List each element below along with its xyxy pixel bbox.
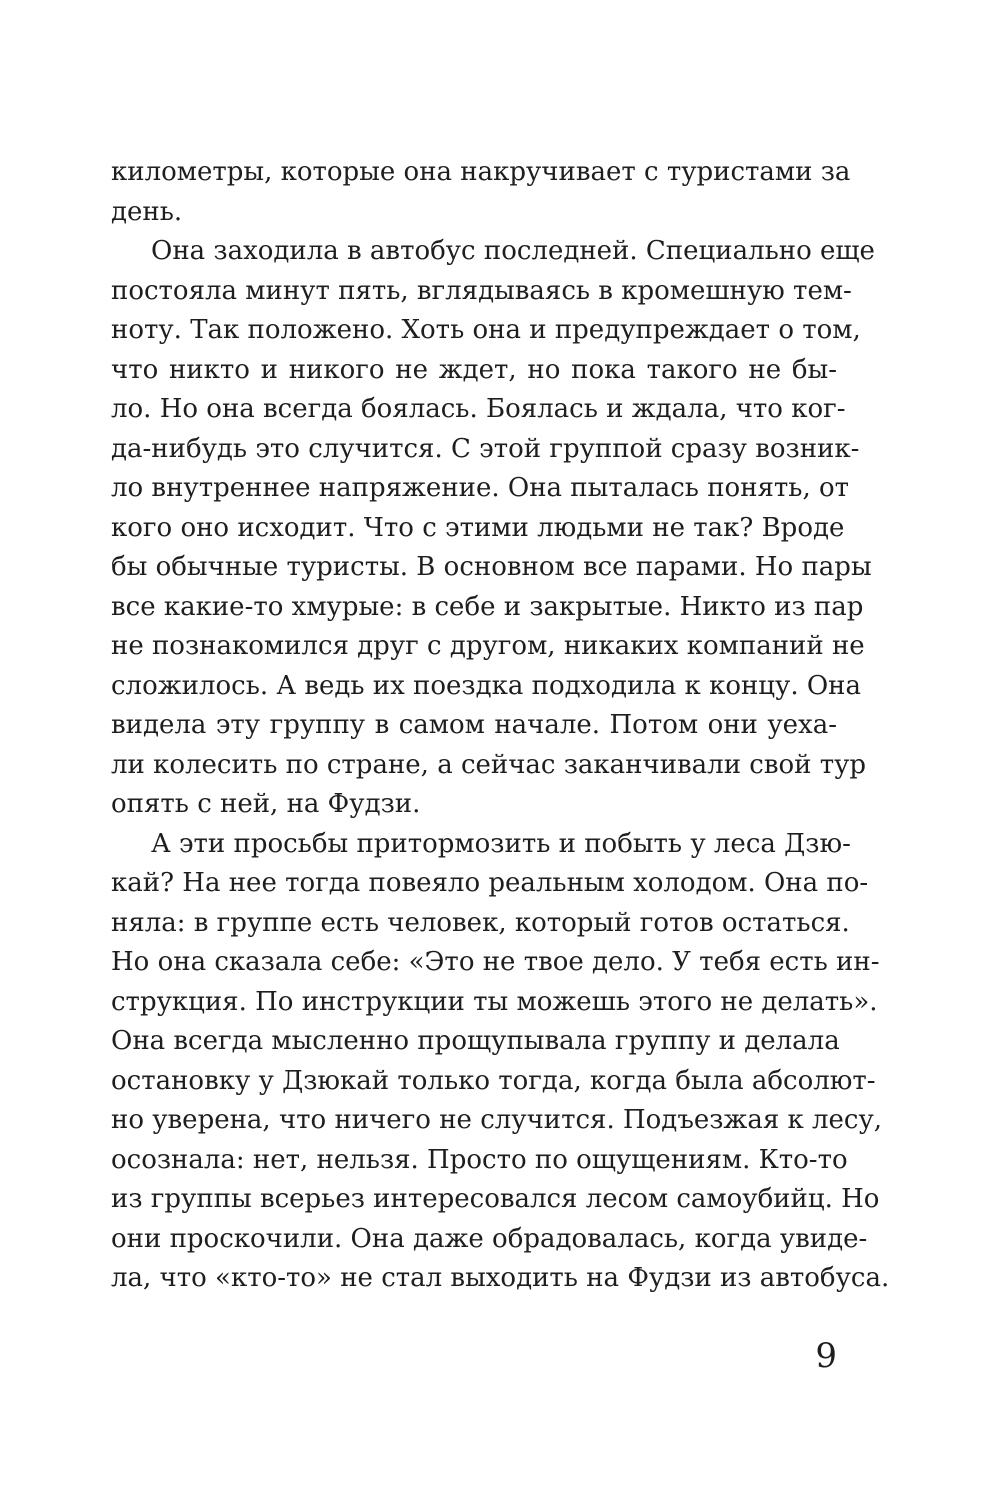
- text-line: день.: [111, 196, 183, 227]
- text-line: ноту. Так положено. Хоть она и предупреждает о том,: [111, 315, 861, 345]
- text-line: постояла минут пять, вглядываясь в кромешную тем-: [111, 275, 852, 306]
- text-line: няла: в группе есть человек, который готов остаться.: [111, 907, 850, 938]
- text-line: бы обычные туристы. В основном все парами. Но пары: [111, 552, 872, 582]
- text-line: что никто и никого не ждет, но пока такого не бы-: [111, 354, 837, 385]
- body-text: [111, 153, 890, 1299]
- text-line: А эти просьбы притормозить и побыть у леса Дзю-: [151, 828, 851, 859]
- text-line: сложилось. А ведь их поездка подходила к концу. Она: [111, 670, 862, 701]
- text-line: из группы всерьез интересовался лесом самоубийц. Но: [111, 1184, 880, 1214]
- text-line: да-нибудь это случится. С этой группой сразу возник-: [111, 433, 860, 464]
- text-line: кого оно исходит. Что с этими людьми не так? Вроде: [111, 512, 845, 543]
- text-line: ли колесить по стране, а сейчас заканчивали свой тур: [111, 749, 867, 780]
- text-line: Она заходила в автобус последней. Специально еще: [151, 236, 875, 266]
- text-line: ла, что «кто-то» не стал выходить на Фудзи из автобуса.: [111, 1263, 890, 1293]
- text-line: осознала: нет, нельзя. Просто по ощущениям. Кто-то: [111, 1144, 848, 1175]
- text-line: все какие-то хмурые: в себе и закрытые. Никто из пар: [111, 591, 864, 622]
- text-line: струкция. По инструкции ты можешь этого не делать».: [111, 986, 878, 1017]
- text-line: видела эту группу в самом начале. Потом они уеха-: [111, 710, 837, 740]
- text-line: остановку у Дзюкай только тогда, когда была абсолют-: [111, 1065, 876, 1096]
- text-line: Но она сказала себе: «Это не твое дело. У тебя есть ин-: [111, 947, 880, 977]
- text-line: ло. Но она всегда боялась. Боялась и ждала, что ког-: [111, 394, 846, 424]
- text-line: не познакомился друг с другом, никаких компаний не: [111, 631, 865, 661]
- text-line: они проскочили. Она даже обрадовалась, когда увиде-: [111, 1223, 868, 1254]
- text-line: опять с ней, на Фудзи.: [111, 789, 421, 819]
- text-line: кай? На нее тогда повеяло реальным холодом. Она по-: [111, 868, 869, 898]
- text-line: Она всегда мысленно прощупывала группу и делала: [111, 1026, 840, 1056]
- page-number: 9: [815, 1336, 837, 1376]
- text-line: километры, которые она накручивает с туристами за: [111, 157, 851, 187]
- text-line: ло внутреннее напряжение. Она пыталась понять, от: [111, 473, 850, 503]
- text-line: но уверена, что ничего не случится. Подъезжая к лесу,: [111, 1105, 883, 1135]
